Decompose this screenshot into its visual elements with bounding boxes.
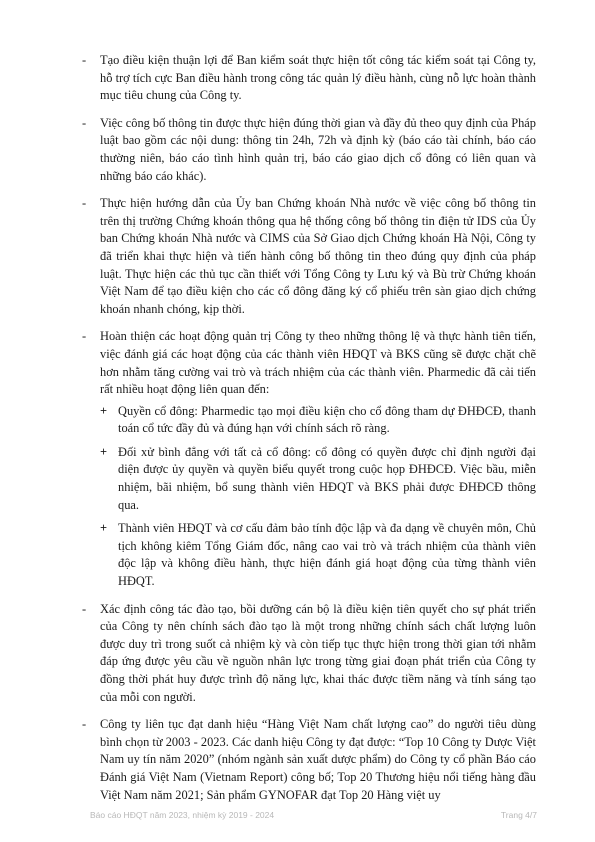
dash-bullet: -: [82, 115, 87, 130]
sub-list-item-text: Thành viên HĐQT và cơ cấu đảm bảo tính độc lập và đa dạng về chuyên môn, Chủ tịch không kiêm Tổng Giám đốc, nâng cao vai trò và trách nhiệm của thành viên độc lập và không điều hành, thực hiện đánh giá hoạt động của từng thành viên HĐQT.: [118, 521, 536, 589]
list-item-text: Thực hiện hướng dẫn của Ủy ban Chứng khoán Nhà nước về việc công bố thông tin trên thị trường Chứng khoán thông qua hệ thống công bố thông tin điện tử IDS của Ủy ban Chứng khoán Nhà nước và CIMS của Sở Giao dịch Chứng khoán Hà Nội, Công ty đã triển khai thực hiện và tiến hành công bố thông tin theo đúng quy định của pháp luật. Thực hiện các thủ tục cần thiết với Tổng Công ty Lưu ký và Bù trừ Chứng khoán Việt Nam để tạo điều kiện cho các cổ đông đăng ký cổ phiếu trên sàn giao dịch chứng khoán nhanh chóng, kịp thời.: [100, 196, 536, 316]
list-item-text: Việc công bố thông tin được thực hiện đúng thời gian và đầy đủ theo quy định của Pháp luật bao gồm các nội dung: thông tin 24h, 72h và định kỳ (báo cáo tài chính, báo cáo thường niên, báo cáo tình hình quản trị, báo cáo giao dịch cổ đông có liên quan và những báo cáo khác).: [100, 115, 536, 183]
list-item-text: Tạo điều kiện thuận lợi để Ban kiểm soát thực hiện tốt công tác kiểm soát tại Công ty, hỗ trợ tích cực Ban điều hành trong công tác quản lý điều hành, cùng nỗ lực hoàn thành mục tiêu chung của Công ty.: [100, 53, 536, 103]
dash-bullet: -: [82, 717, 87, 732]
list-item: [82, 601, 536, 707]
list-item-text: Công ty liên tục đạt danh hiệu “Hàng Việt Nam chất lượng cao” do người tiêu dùng bình chọn từ 2003 - 2023. Các danh hiệu Công ty đạt được: “Top 10 Công ty Dược Việt Nam uy tín năm 2020” (nhóm ngành sản xuất dược phẩm) do Công ty cổ phần Báo cáo Đánh giá Việt Nam (Vietnam Report) công bố; Top 20 Thương hiệu nổi tiếng hàng đầu Việt Nam năm 2021; Sản phẩm GYNOFAR đạt Top 20 Hàng việt uy: [100, 717, 536, 802]
list-item: [82, 52, 536, 105]
list-item-text: Xác định công tác đào tạo, bồi dưỡng cán bộ là điều kiện tiên quyết cho sự phát triển của Công ty nên chính sách đào tạo là một trong những chính sách chất lượng luôn được duy trì trong suốt cả nhiệm kỳ và còn tiếp tục thực hiện trong thời gian tới nhằm đáp ứng được yêu cầu về nguồn nhân lực trong từng giai đoạn phát triển của Công ty đồng thời phát huy được trình độ năng lực, khai thác được tiềm năng và tính sáng tạo của mỗi con người.: [100, 601, 536, 704]
sub-list-item: [100, 520, 536, 590]
dash-bullet: -: [82, 601, 87, 616]
sub-list-item: [100, 403, 536, 438]
body-content: [82, 52, 536, 814]
dash-bullet: -: [82, 53, 87, 67]
plus-bullet: +: [100, 403, 108, 418]
sub-list-item: [100, 444, 536, 514]
plus-bullet: +: [100, 444, 108, 459]
dash-bullet: -: [82, 196, 87, 211]
footer-page-number: Trang 4/7: [500, 810, 537, 820]
sub-list: [100, 403, 536, 591]
list-item: [82, 328, 536, 590]
sub-list-item-text: Đối xử bình đẳng với tất cả cổ đông: cổ đông có quyền được chỉ định người đại diện được ủy quyền và quyền biểu quyết trong cuộc họp ĐHĐCĐ. Việc bầu, miễn nhiệm, bãi nhiệm, bổ sung thành viên HĐQT và BKS phải được ĐHĐCĐ thông qua.: [118, 444, 536, 512]
plus-bullet: +: [100, 521, 108, 536]
footer-report-title: Báo cáo HĐQT năm 2023, nhiệm kỳ 2019 - 2024: [90, 810, 275, 820]
list-item-text: Hoàn thiện các hoạt động quản trị Công ty theo những thông lệ và thực hành tiên tiến, việc đánh giá các hoạt động của các thành viên HĐQT và BKS cũng sẽ được chặt chẽ hơn nhằm tăng cường vai trò và trách nhiệm của các thành viên. Pharmedic đã cải tiến rất nhiều hoạt động liên quan đến:: [100, 329, 536, 397]
dash-bullet: -: [82, 329, 87, 344]
list-item: [82, 195, 536, 318]
sub-list-item-text: Quyền cổ đông: Pharmedic tạo mọi điều kiện cho cổ đông tham dự ĐHĐCĐ, thanh toán cổ tức đầy đủ và đúng hạn với chính sách rõ ràng.: [118, 403, 536, 436]
page-footer: [90, 810, 537, 824]
list-item: [82, 115, 536, 185]
list-item: [82, 716, 536, 804]
